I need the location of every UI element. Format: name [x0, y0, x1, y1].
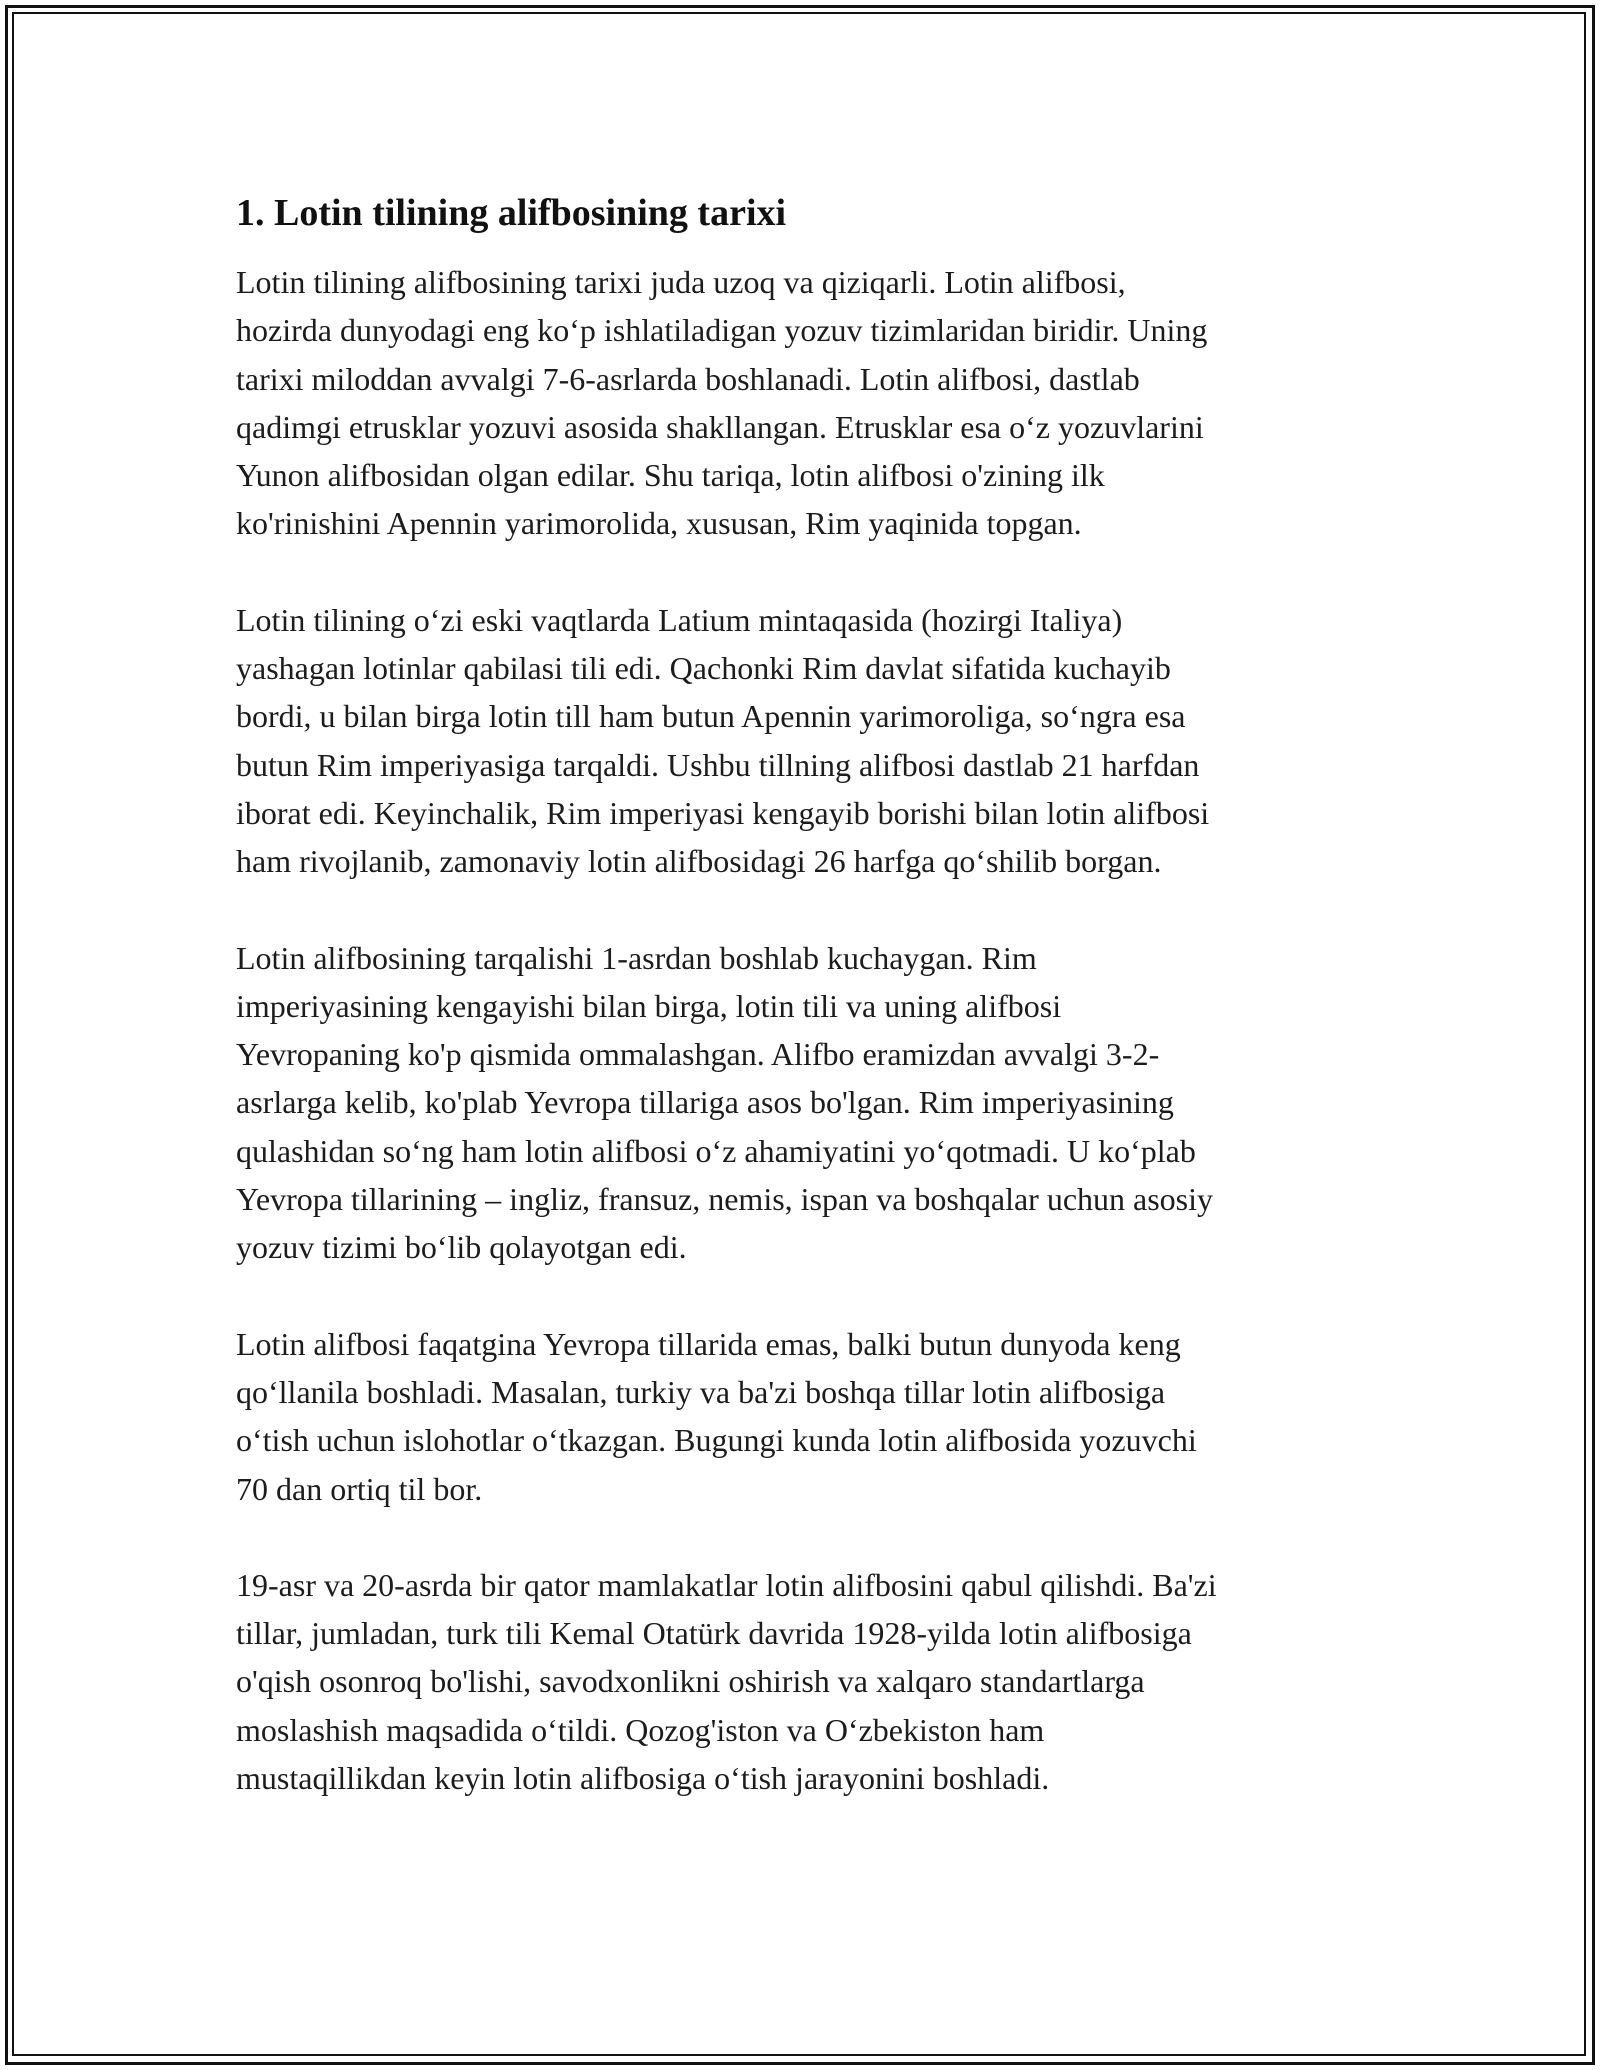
section-title: 1. Lotin tilining alifbosining tarixi: [236, 192, 787, 234]
paragraph-3: Lotin alifbosining tarqalishi 1-asrdan boshlab kuchaygan. Rim imperiyasining kengayishi bilan birga, lotin tili va uning alifbosi Yevropaning ko'p qismida ommalashgan. Alifbo eramizdan avvalgi 3-2- asrlarga kelib, ko'plab Yevropa tillariga asos bo'lgan. Rim imperiyasining qulashidan so‘ng ham lotin alifbosi o‘z ahamiyatini yo‘qotmadi. U ko‘plab Yevropa tillarining – ingliz, fransuz, nemis, ispan va boshqalar uchun asosiy yozuv tizimi bo‘lib qolayotgan edi.: [236, 939, 1214, 1266]
paragraph-2: Lotin tilining o‘zi eski vaqtlarda Latium mintaqasida (hozirgi Italiya) yashagan lotinlar qabilasi tili edi. Qachonki Rim davlat sifatida kuchayib bordi, u bilan birga lotin till ham butun Apennin yarimoroliga, so‘ngra esa butun Rim imperiyasiga tarqaldi. Ushbu tillning alifbosi dastlab 21 harfdan iborat edi. Keyinchalik, Rim imperiyasi kengayib borishi bilan lotin alifbosi ham rivojlanib, zamonaviy lotin alifbosidagi 26 harfga qo‘shilib borgan.: [236, 601, 1210, 880]
paragraph-1: Lotin tilining alifbosining tarixi juda uzoq va qiziqarli. Lotin alifbosi, hozirda dunyodagi eng ko‘p ishlatiladigan yozuv tizimlaridan biridir. Uning tarixi miloddan avvalgi 7-6-asrlarda boshlanadi. Lotin alifbosi, dastlab qadimgi etrusklar yozuvi asosida shakllangan. Etrusklar esa o‘z yozuvlarini Yunon alifbosidan olgan edilar. Shu tariqa, lotin alifbosi o'zining ilk ko'rinishini Apennin yarimorolida, xususan, Rim yaqinida topgan.: [236, 264, 1208, 542]
document-body: [236, 188, 1366, 1850]
paragraph-5: 19-asr va 20-asrda bir qator mamlakatlar lotin alifbosini qabul qilishdi. Ba'zi tillar, jumladan, turk tili Kemal Otatürk davrida 1928-yilda lotin alifbosiga o'qish osonroq bo'lishi, savodxonlikni oshirish va xalqaro standartlarga moslashish maqsadida o‘tildi. Qozog'iston va O‘zbekiston ham mustaqillikdan keyin lotin alifbosiga o‘tish jarayonini boshladi.: [236, 1566, 1217, 1797]
paragraph-4: Lotin alifbosi faqatgina Yevropa tillarida emas, balki butun dunyoda keng qo‘llanila boshladi. Masalan, turkiy va ba'zi boshqa tillar lotin alifbosiga o‘tish uchun islohotlar o‘tkazgan. Bugungi kunda lotin alifbosida yozuvchi 70 dan ortiq til bor.: [236, 1325, 1197, 1507]
